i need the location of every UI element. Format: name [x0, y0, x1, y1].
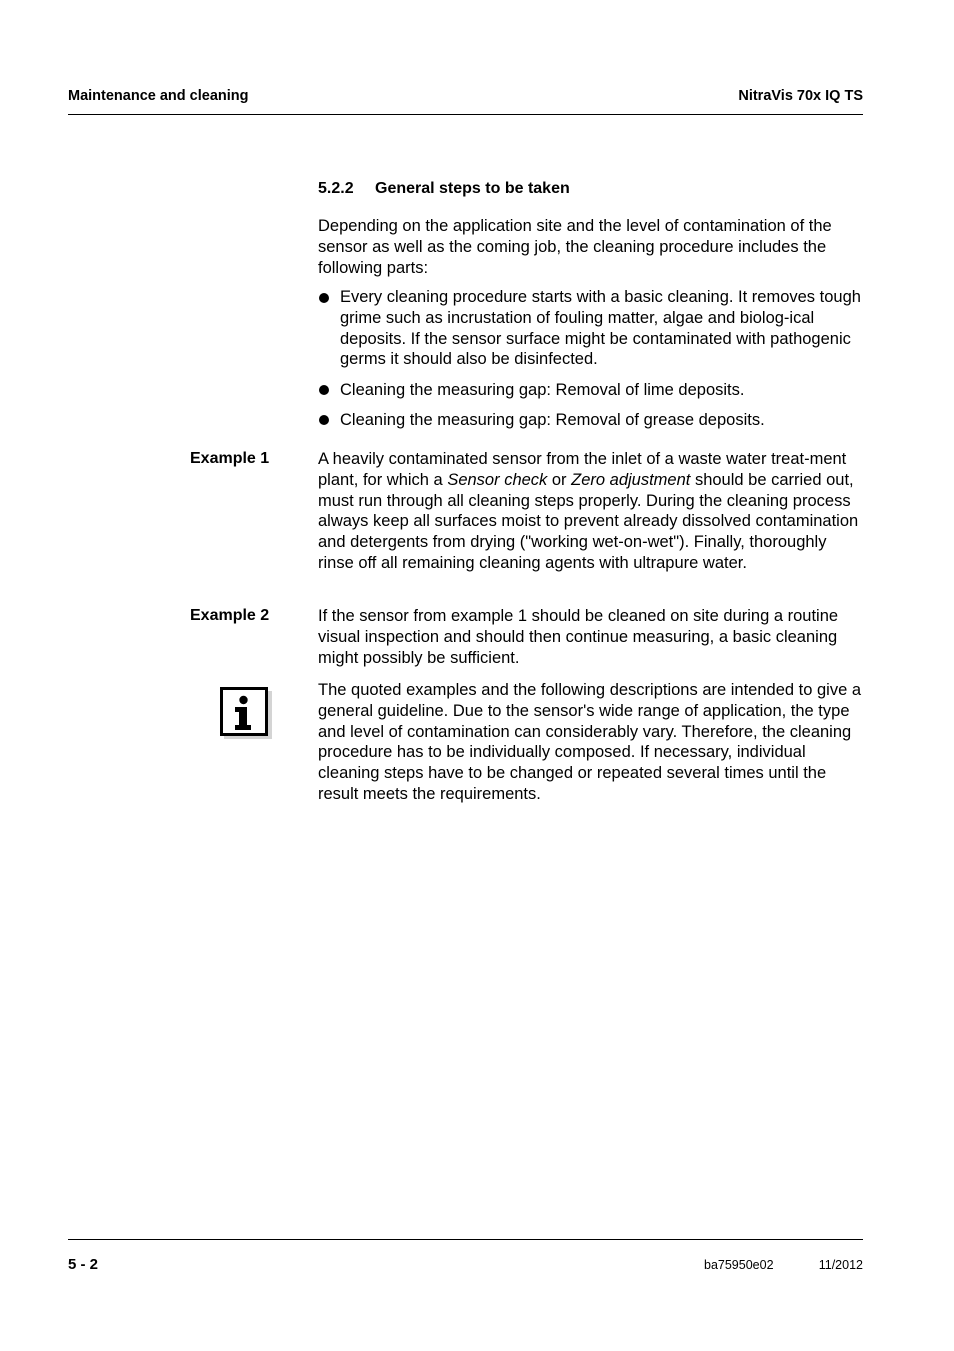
header-chapter-title: Maintenance and cleaning	[68, 88, 249, 104]
list-item-text: Cleaning the measuring gap: Removal of lime deposits.	[340, 380, 745, 399]
example-2-label: Example 2	[190, 607, 270, 624]
list-item	[318, 287, 866, 370]
section-title: General steps to be taken	[375, 180, 570, 197]
example-1-text-a: A heavily contaminated sensor from the inlet of a waste water treat-ment plant, for which a	[318, 450, 847, 489]
section-number: 5.2.2	[318, 180, 354, 197]
header-product-name: NitraVis 70x IQ TS	[738, 88, 863, 104]
example-1-text-b: or	[547, 470, 572, 489]
page-footer	[68, 1239, 863, 1280]
bullet-icon	[319, 415, 329, 425]
bullet-icon	[319, 385, 329, 395]
document-date: 11/2012	[818, 1258, 863, 1272]
cleaning-parts-list	[318, 287, 866, 440]
example-1-label: Example 1	[190, 450, 270, 467]
note-paragraph: The quoted examples and the following descriptions are intended to give a general guideline. Due to the sensor's wide range of application, the type and level of contamination can considerably vary. Therefore, the cleaning procedure has to be individually composed. If necessary, individual cleaning steps have to be changed or repeated several times until the result meets the requirements.	[318, 681, 862, 803]
page-number: 5 - 2	[68, 1256, 99, 1273]
section-heading	[318, 180, 570, 198]
example-1-paragraph	[318, 449, 866, 574]
page-header	[68, 86, 863, 115]
list-item	[318, 410, 866, 431]
zero-adjustment-term: Zero adjustment	[571, 470, 691, 489]
list-item	[318, 380, 866, 401]
intro-paragraph: Depending on the application site and the level of contamination of the sensor as well as the coming job, the cleaning procedure includes the following parts:	[318, 217, 832, 277]
document-id: ba75950e02	[704, 1258, 774, 1272]
example-2-paragraph: If the sensor from example 1 should be cleaned on site during a routine visual inspection and should then continue measuring, a basic cleaning might possibly be sufficient.	[318, 607, 839, 667]
list-item-text: Cleaning the measuring gap: Removal of grease deposits.	[340, 410, 765, 429]
info-icon	[220, 687, 272, 739]
list-item-text: Every cleaning procedure starts with a basic cleaning. It removes tough grime such as incrustation of fouling matter, algae and biolog-ical deposits. If the sensor surface might be contaminated with pathogenic germs it should also be disinfected.	[340, 288, 861, 369]
sensor-check-term: Sensor check	[447, 470, 548, 489]
bullet-icon	[319, 293, 329, 303]
example-1-text-c: should be carried out, must run through all cleaning steps properly. During the cleaning process always keep all surfaces moist to prevent already dissolved contamination and detergents from drying ("working wet-on-wet"). Finally, thoroughly rinse off all remaining cleaning agents with ultrapure water.	[318, 470, 859, 572]
